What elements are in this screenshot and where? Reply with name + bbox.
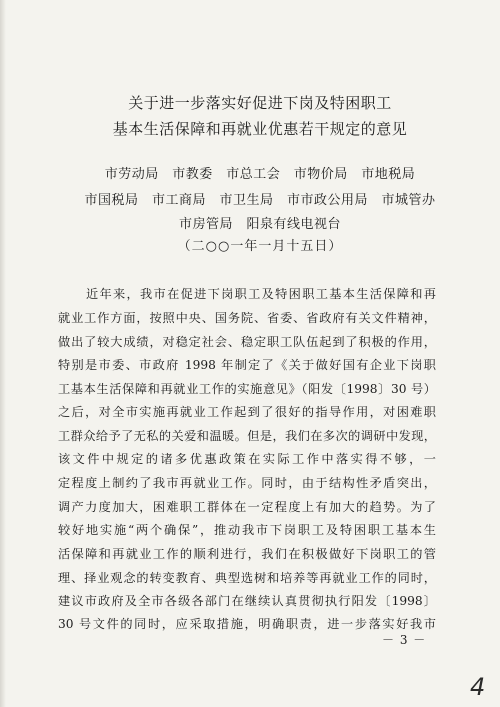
issuers-line-2: 市国税局 市工商局 市卫生局 市市政公用局 市城管办 xyxy=(84,193,436,208)
body-line-11: 较好地实施“两个确保”，推动我市下岗职工及特困职工基本生 xyxy=(58,523,436,537)
scan-edge-shadow xyxy=(0,0,6,707)
document-date: （二○○一年一月十五日） xyxy=(177,239,343,254)
body-line-5: 工基本生活保障和再就业工作的实施意见》（阳发〔1998〕30 号） xyxy=(58,382,436,396)
issuers-line-1: 市劳动局 市教委 市总工会 市物价局 市地税局 xyxy=(104,167,416,182)
body-line-10: 调产力度加大，困难职工群体在一定程度上有加大的趋势。为了 xyxy=(58,500,436,514)
body-line-6: 之后，对全市实施再就业工作起到了很好的指导作用，对困难职 xyxy=(58,405,436,419)
body-line-2: 就业工作方面，按照中央、国务院、省委、省政府有关文件精神， xyxy=(58,311,436,325)
issuers-line-3: 市房管局 阳泉有线电视台 xyxy=(178,217,341,232)
body-line-14: 建议市政府及全市各级各部门在继续认真贯彻执行阳发〔1998〕 xyxy=(58,594,436,608)
document-title-line-1: 关于进一步落实好促进下岗及特困职工 xyxy=(128,94,392,112)
body-line-13: 理、择业观念的转变教育、典型选树和培养等再就业工作的同时， xyxy=(58,571,436,585)
body-line-12: 活保障和再就业工作的顺利进行，我们在积极做好下岗职工的管 xyxy=(58,547,436,561)
body-line-7: 工群众给予了无私的关爱和温暖。但是，我们在多次的调研中发现， xyxy=(58,429,436,443)
body-line-15: 30 号文件的同时，应采取措施，明确职责，进一步落实好我市 xyxy=(58,617,436,631)
body-line-4: 特别是市委、市政府 1998 年制定了《关于做好国有企业下岗职 xyxy=(58,358,436,372)
handwritten-page-mark: 4 xyxy=(470,673,486,701)
body-line-9: 定程度上制约了我市再就业工作。同时，由于结构性矛盾突出， xyxy=(58,476,436,490)
page-number: － 3 － xyxy=(382,633,427,647)
body-line-1: 近年来，我市在促进下岗职工及特困职工基本生活保障和再 xyxy=(86,287,436,301)
body-line-8: 该文件中规定的诸多优惠政策在实际工作中落实得不够，一 xyxy=(58,452,436,466)
body-line-3: 做出了较大成绩，对稳定社会、稳定职工队伍起到了积极的作用， xyxy=(58,335,436,349)
document-title-line-2: 基本生活保障和再就业优惠若干规定的意见 xyxy=(112,120,408,138)
